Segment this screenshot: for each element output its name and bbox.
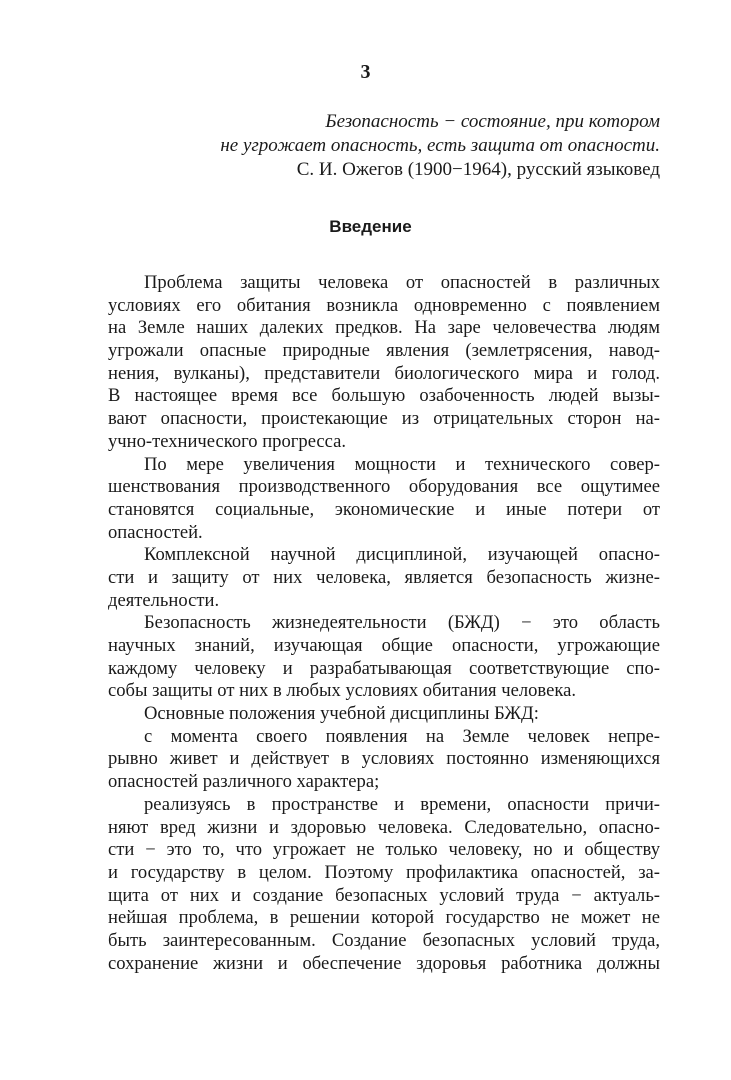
body-text — [108, 272, 660, 975]
text-line: нения, вулканы), представители биологического мира и голод. — [108, 362, 660, 384]
text-line: рывно живет и действует в условиях постоянно изменяющихся — [108, 748, 660, 770]
epigraph-author: С. И. Ожегов (1900−1964), русский языковед — [296, 159, 660, 180]
text-line: с момента своего появления на Земле человек непре- — [144, 725, 660, 747]
text-line: научных знаний, изучающая общие опасности, угрожающие — [108, 635, 660, 656]
text-line: Комплексной научной дисциплиной, изучающей опасно- — [144, 544, 660, 566]
text-line: реализуясь в пространстве и времени, опасности причи- — [144, 793, 660, 815]
section-heading: Введение — [329, 217, 412, 236]
text-line: сти и защиту от них человека, является безопасность жизне- — [108, 566, 660, 588]
text-line: становятся социальные, экономические и иные потери от — [108, 498, 660, 520]
text-line: Проблема защиты человека от опасностей в различных — [144, 272, 660, 293]
text-line: деятельности. — [108, 589, 220, 611]
text-line: угрожали опасные природные явления (землетрясения, навод- — [108, 340, 660, 362]
epigraph-line-2: не угрожает опасность, есть защита от опасности. — [220, 135, 660, 156]
epigraph-line-1: Безопасность − состояние, при котором — [325, 111, 660, 132]
text-line: на Земле наших далеких предков. На заре человечества людям — [108, 317, 660, 339]
text-line: Основные положения учебной дисциплины БЖД: — [144, 703, 539, 725]
text-line: По мере увеличения мощности и технического совер- — [144, 453, 660, 475]
text-line: и государству в целом. Поэтому профилактика опасностей, за- — [108, 861, 660, 883]
text-line: опасностей различного характера; — [108, 771, 380, 793]
text-line: щита от них и создание безопасных условий труда − актуаль- — [108, 884, 660, 906]
text-line: сохранение жизни и обеспечение здоровья работника должны — [108, 952, 660, 974]
text-line: условиях его обитания возникла одновременно с появлением — [108, 294, 660, 316]
page-number: 3 — [360, 61, 371, 83]
text-line: быть заинтересованным. Создание безопасных условий труда, — [108, 929, 660, 951]
text-line: сти − это то, что угрожает не только человеку, но и обществу — [108, 839, 660, 861]
text-line: нейшая проблема, в решении которой государство не может не — [108, 907, 660, 929]
text-line: собы защиты от них в любых условиях обитания человека. — [108, 680, 576, 702]
text-line: учно-технического прогресса. — [108, 430, 347, 452]
text-line: няют вред жизни и здоровью человека. Следовательно, опасно- — [108, 816, 660, 838]
text-line: вают опасности, проистекающие из отрицательных сторон на- — [108, 408, 660, 430]
text-line: В настоящее время все большую озабоченность людей вызы- — [108, 385, 660, 407]
epigraph — [150, 110, 660, 182]
text-line: каждому человеку и разрабатывающая соответствующие спо- — [108, 657, 660, 679]
text-line: опасностей. — [108, 521, 203, 543]
text-line: Безопасность жизнедеятельности (БЖД) − это область — [144, 612, 660, 634]
text-line: шенствования производственного оборудования все ощутимее — [108, 476, 660, 498]
